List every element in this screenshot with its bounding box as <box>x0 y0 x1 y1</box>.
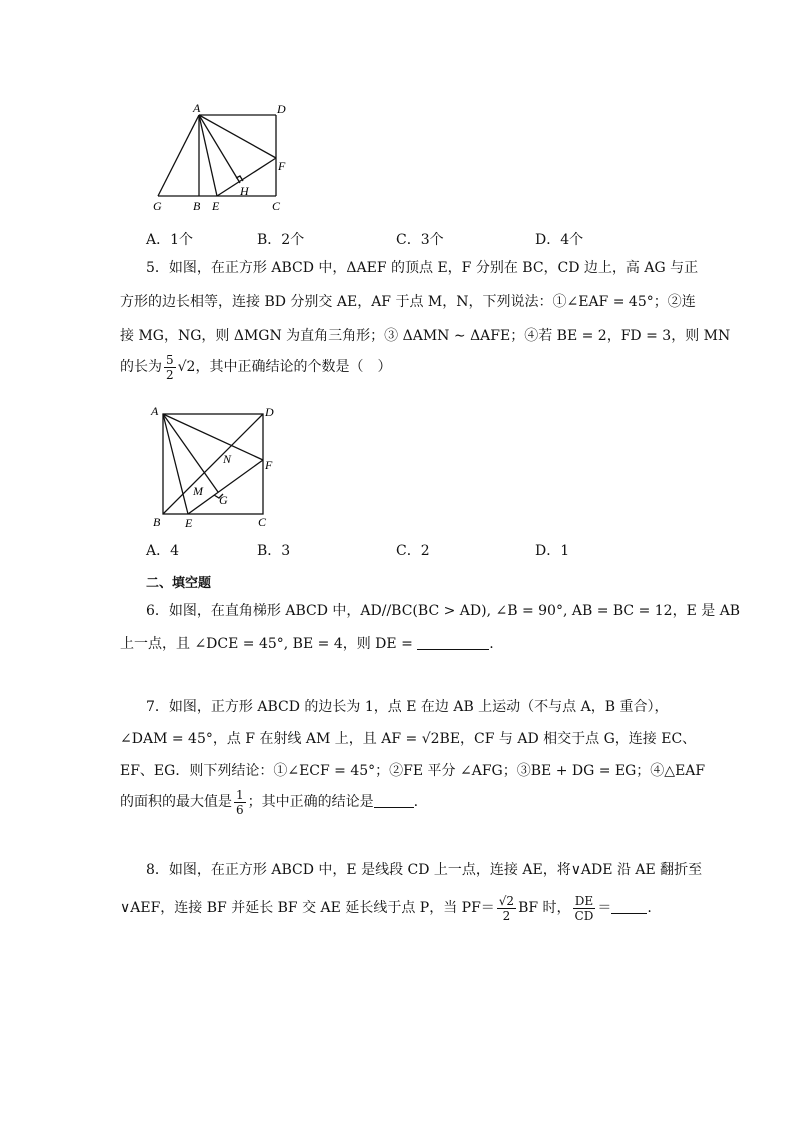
fig2-label-G: G <box>219 493 228 507</box>
q6-line-2-text: 上一点，且 ∠DCE = 45°, BE = 4，则 DE = <box>120 636 413 652</box>
q5-line-2: 方形的边长相等，连接 BD 分别交 AE，AF 于点 M，N，下列说法：①∠EAF = 45°；②连 <box>120 294 696 310</box>
q8-fraction-1-num: √2 <box>498 893 515 908</box>
q8-fraction-1 <box>497 894 516 923</box>
q8-answer-blank[interactable] <box>611 899 647 914</box>
q7-line-1: 7．如图，正方形 ABCD 的边长为 1，点 E 在边 AB 上运动（不与点 A，B 重合）， <box>146 699 669 715</box>
q8-fraction-2 <box>573 894 596 923</box>
fig1-label-H: H <box>240 184 249 198</box>
fig1-label-D: D <box>277 102 286 116</box>
fig1-label-B: B <box>193 199 201 213</box>
q5-option-a: A．4 <box>146 543 180 559</box>
q7-fraction <box>234 788 246 817</box>
fig2-label-B: B <box>153 515 161 529</box>
fig1-label-E: E <box>212 199 220 213</box>
q8-fraction-2-num: DE <box>573 894 596 909</box>
fig2-label-C: C <box>258 515 267 529</box>
q6-line-2: 上一点，且 ∠DCE = 45°, BE = 4，则 DE = . <box>120 636 494 652</box>
q8-line-1: 8．如图，在正方形 ABCD 中，E 是线段 CD 上一点，连接 AE，将∨ADE 沿 AE 翻折至 <box>146 862 703 878</box>
q5-line-4-pre: 的长为 <box>120 359 162 375</box>
q5-fraction <box>164 353 176 382</box>
fig1-label-C: C <box>272 199 281 213</box>
q8-fraction-2-den: CD <box>574 908 594 923</box>
q4-option-c: C．3个 <box>396 232 444 248</box>
q7-line-4-pre: 的面积的最大值是 <box>120 794 232 810</box>
q8-fraction-1-den: 2 <box>502 908 511 923</box>
q5-option-c: C．2 <box>396 543 430 559</box>
q4-option-d: D．4个 <box>535 232 584 248</box>
q5-fraction-num: 5 <box>166 352 174 367</box>
fig1-label-G: G <box>153 199 162 213</box>
fig2-label-F: F <box>265 458 273 472</box>
q4-option-a: A．1个 <box>146 232 194 248</box>
q5-line-3: 接 MG，NG，则 ΔMGN 为直角三角形；③ ΔAMN ∼ ΔAFE；④若 BE = 2，FD = 3，则 MN <box>120 328 731 344</box>
q8-line-2-pre: ∨AEF，连接 BF 并延长 BF 交 AE 延长线于点 P，当 PF＝ <box>120 900 495 916</box>
q5-line-4 <box>120 352 391 382</box>
figure-square-bd-diagonal <box>145 400 280 530</box>
q8-line-2-post: ＝ <box>597 900 612 916</box>
q7-line-3: EF、EG．则下列结论：①∠ECF = 45°；②FE 平分 ∠AFG；③BE + DG = EG；④△EAF <box>120 763 706 779</box>
fig2-label-D: D <box>265 405 274 419</box>
q7-answer-blank[interactable] <box>374 793 414 808</box>
q6-answer-blank[interactable] <box>417 635 489 650</box>
q8-line-2-mid: BF 时， <box>518 900 571 916</box>
q7-line-2: ∠DAM = 45°，点 F 在射线 AM 上，且 AF = √2BE，CF 与 AD 相交于点 G，连接 EC、 <box>120 731 697 747</box>
q5-line-1: 5．如图，在正方形 ABCD 中，ΔAEF 的顶点 E，F 分别在 BC，CD 边上，高 AG 与正 <box>146 260 699 276</box>
fig2-label-E: E <box>185 516 193 530</box>
q5-root: √2 <box>177 359 196 375</box>
q5-line-4-post: ，其中正确结论的个数是（ ） <box>195 359 392 375</box>
fig2-label-A: A <box>151 404 159 418</box>
q7-fraction-num: 1 <box>236 787 244 802</box>
q7-fraction-den: 6 <box>236 802 244 817</box>
q5-option-d: D．1 <box>535 543 570 559</box>
q6-line-1: 6．如图，在直角梯形 ABCD 中，AD//BC(BC > AD), ∠B = 90°, AB = BC = 12，E 是 AB <box>146 603 741 619</box>
fig2-label-N: N <box>223 452 232 466</box>
fig1-label-A: A <box>193 101 201 115</box>
q7-line-4: 的面积的最大值是 $\frac{1}{6}$ ；其中正确的结论是 . <box>120 787 419 817</box>
q5-fraction-den: 2 <box>166 367 174 382</box>
fig1-label-F: F <box>278 159 286 173</box>
q5-option-b: B．3 <box>257 543 291 559</box>
figure-square-triangles <box>150 100 290 215</box>
fig2-label-M: M <box>193 484 203 498</box>
q4-option-b: B．2个 <box>257 232 305 248</box>
section-title-fill-blank: 二、填空题 <box>146 576 212 591</box>
q7-line-4-post: ；其中正确的结论是 <box>247 794 374 810</box>
q8-line-2: ∨AEF，连接 BF 并延长 BF 交 AE 延长线于点 P，当 PF＝ $\frac{√2}{2}$ BF 时， $\frac{DE}{CD}$ ＝ . <box>120 893 652 923</box>
